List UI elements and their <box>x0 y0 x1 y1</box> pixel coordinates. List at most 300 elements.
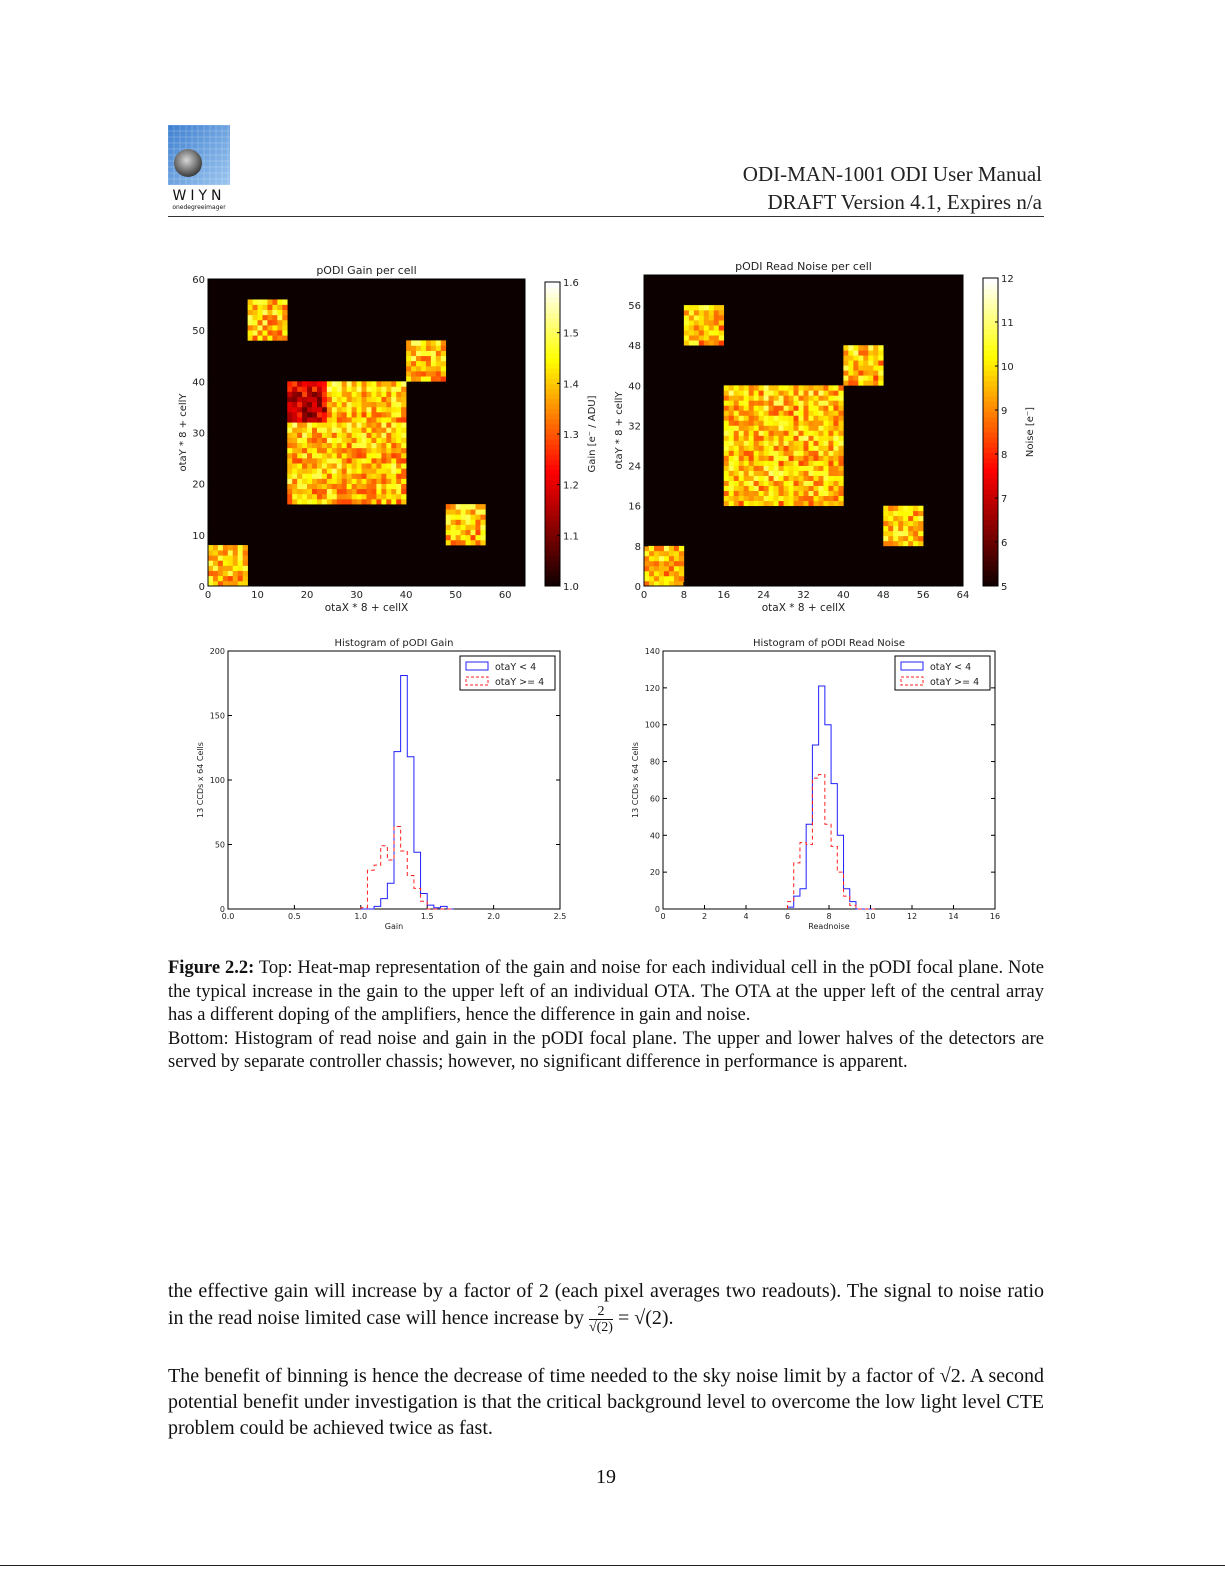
y-axis-label: otaY * 8 + cellY <box>178 393 189 472</box>
heatmap-cell <box>371 448 376 453</box>
heatmap-cell <box>337 438 342 443</box>
heatmap-cell <box>471 535 476 540</box>
heatmap-cell <box>779 420 784 425</box>
heatmap-cell <box>228 545 233 550</box>
colorbar-segment <box>545 551 560 557</box>
heatmap-cell <box>391 397 396 402</box>
heatmap-cell <box>724 486 729 491</box>
heatmap-cell <box>223 545 228 550</box>
heatmap-cell <box>287 453 292 458</box>
heatmap-cell <box>749 471 754 476</box>
heatmap-cell <box>664 551 669 556</box>
heatmap-cell <box>332 438 337 443</box>
heatmap-cell <box>843 355 848 360</box>
heatmap-cell <box>744 400 749 405</box>
x-tick-label: 64 <box>956 590 970 601</box>
x-tick-label: 24 <box>757 590 770 601</box>
ota-block <box>883 506 923 546</box>
heatmap-cell <box>327 422 332 427</box>
heatmap-cell <box>367 397 372 402</box>
heatmap-cell <box>799 501 804 506</box>
heatmap-cell <box>853 375 858 380</box>
heatmap-cell <box>381 417 386 422</box>
colorbar-segment <box>983 504 998 510</box>
heatmap-cell <box>352 412 357 417</box>
heatmap-cell <box>774 400 779 405</box>
heatmap-cell <box>332 381 337 386</box>
heatmap-cell <box>421 351 426 356</box>
heatmap-cell <box>352 479 357 484</box>
heatmap-cell <box>426 346 431 351</box>
heatmap-cell <box>233 566 238 571</box>
heatmap-cell <box>327 473 332 478</box>
heatmap-cell <box>292 468 297 473</box>
heatmap-cell <box>277 335 282 340</box>
heatmap-cell <box>818 471 823 476</box>
heatmap-cell <box>302 397 307 402</box>
x-tick-label: 50 <box>449 590 463 601</box>
heatmap-cell <box>396 468 401 473</box>
heatmap-cell <box>292 407 297 412</box>
heatmap-cell <box>719 325 724 330</box>
heatmap-cell <box>808 451 813 456</box>
heatmap-cell <box>774 431 779 436</box>
heatmap-cell <box>297 381 302 386</box>
colorbar-segment <box>983 463 998 469</box>
heatmap-cell <box>302 463 307 468</box>
heatmap-cell <box>739 451 744 456</box>
heatmap-cell <box>218 550 223 555</box>
heatmap-cell <box>233 571 238 576</box>
heatmap-cell <box>764 481 769 486</box>
heatmap-cell <box>362 484 367 489</box>
heatmap-cell <box>357 499 362 504</box>
heatmap-cell <box>714 315 719 320</box>
heatmap-cell <box>381 433 386 438</box>
colorbar-segment <box>983 478 998 484</box>
heatmap-cell <box>401 417 406 422</box>
heatmap-cell <box>873 355 878 360</box>
heatmap-cell <box>456 535 461 540</box>
heatmap-cell <box>644 571 649 576</box>
heatmap-cell <box>734 400 739 405</box>
heatmap-cell <box>749 466 754 471</box>
heatmap-cell <box>828 385 833 390</box>
y-axis-label: otaY * 8 + cellY <box>614 391 625 470</box>
heatmap-cell <box>332 494 337 499</box>
heatmap-cell <box>689 330 694 335</box>
heatmap-cell <box>441 366 446 371</box>
heatmap-cell <box>426 356 431 361</box>
heatmap-cell <box>804 385 809 390</box>
heatmap-cell <box>813 400 818 405</box>
colorbar-segment <box>983 473 998 479</box>
heatmap-cell <box>337 392 342 397</box>
heatmap-cell <box>342 407 347 412</box>
heatmap-cell <box>262 320 267 325</box>
heatmap-cell <box>208 571 213 576</box>
heatmap-cell <box>386 402 391 407</box>
heatmap-cell <box>674 571 679 576</box>
heatmap-cell <box>327 494 332 499</box>
heatmap-cell <box>833 466 838 471</box>
heatmap-cell <box>312 433 317 438</box>
heatmap-cell <box>858 375 863 380</box>
heatmap-cell <box>357 412 362 417</box>
heatmap-cell <box>248 335 253 340</box>
heatmap-cell <box>918 511 923 516</box>
heatmap-cell <box>754 466 759 471</box>
heatmap-cell <box>709 305 714 310</box>
heatmap-cell <box>744 471 749 476</box>
heatmap-cell <box>342 412 347 417</box>
heatmap-cell <box>724 385 729 390</box>
heatmap-cell <box>784 436 789 441</box>
heatmap-cell <box>759 471 764 476</box>
heatmap-cell <box>332 422 337 427</box>
heatmap-cell <box>471 540 476 545</box>
heatmap-cell <box>347 479 352 484</box>
heatmap-cell <box>347 402 352 407</box>
x-axis-label: Readnoise <box>808 922 850 931</box>
heatmap-cell <box>253 320 258 325</box>
heatmap-cell <box>480 525 485 530</box>
heatmap-cell <box>312 443 317 448</box>
heatmap-cell <box>357 386 362 391</box>
heatmap-cell <box>376 392 381 397</box>
heatmap-cell <box>362 407 367 412</box>
heatmap-cell <box>381 494 386 499</box>
heatmap-cell <box>258 310 263 315</box>
heatmap-cell <box>799 496 804 501</box>
heatmap-cell <box>853 350 858 355</box>
heatmap-cell <box>813 431 818 436</box>
heatmap-cell <box>287 402 292 407</box>
heatmap-cell <box>302 422 307 427</box>
heatmap-cell <box>436 371 441 376</box>
ota-block <box>287 422 327 463</box>
heatmap-cell <box>332 402 337 407</box>
heatmap-cell <box>774 456 779 461</box>
heatmap-cell <box>883 516 888 521</box>
heatmap-cell <box>769 481 774 486</box>
heatmap-cell <box>376 427 381 432</box>
heatmap-cell <box>804 456 809 461</box>
heatmap-cell <box>391 484 396 489</box>
heatmap-cell <box>749 481 754 486</box>
heatmap-cell <box>828 491 833 496</box>
heatmap-cell <box>367 458 372 463</box>
heatmap-cell <box>913 521 918 526</box>
heatmap-cell <box>878 375 883 380</box>
colorbar-segment <box>983 555 998 561</box>
heatmap-cell <box>287 484 292 489</box>
heatmap-cell <box>669 576 674 581</box>
heatmap-cell <box>828 420 833 425</box>
heatmap-cell <box>779 425 784 430</box>
heatmap-cell <box>784 456 789 461</box>
heatmap-cell <box>471 525 476 530</box>
heatmap-cell <box>401 397 406 402</box>
heatmap-cell <box>208 566 213 571</box>
heatmap-cell <box>267 315 272 320</box>
heatmap-cell <box>749 415 754 420</box>
heatmap-cell <box>769 420 774 425</box>
heatmap-cell <box>724 476 729 481</box>
heatmap-cell <box>804 400 809 405</box>
heatmap-cell <box>213 581 218 586</box>
heatmap-cell <box>352 402 357 407</box>
heatmap-cell <box>898 536 903 541</box>
x-tick-label: 14 <box>948 912 959 921</box>
heatmap-cell <box>739 446 744 451</box>
heatmap-cell <box>401 392 406 397</box>
heatmap-cell <box>699 320 704 325</box>
heatmap-cell <box>873 375 878 380</box>
heatmap-cell <box>436 351 441 356</box>
colorbar-tick-label: 8 <box>1001 450 1008 461</box>
colorbar-segment <box>983 396 998 402</box>
heatmap-cell <box>371 427 376 432</box>
heatmap-cell <box>838 476 843 481</box>
heatmap-cell <box>764 385 769 390</box>
y-tick-label: 140 <box>644 647 660 656</box>
heatmap-cell <box>342 397 347 402</box>
heatmap-cell <box>436 340 441 345</box>
heatmap-cell <box>248 299 253 304</box>
heatmap-cell <box>371 443 376 448</box>
colorbar-label: Gain [e⁻ / ADU] <box>587 395 598 473</box>
heatmap-cell <box>347 453 352 458</box>
heatmap-cell <box>381 386 386 391</box>
heatmap-cell <box>352 448 357 453</box>
heatmap-cell <box>243 581 248 586</box>
heatmap-cell <box>327 412 332 417</box>
colorbar-segment <box>983 422 998 428</box>
heatmap-cell <box>759 441 764 446</box>
heatmap-cell <box>332 489 337 494</box>
x-tick-label: 0 <box>204 590 212 601</box>
heatmap-cell <box>739 501 744 506</box>
heatmap-cell <box>262 310 267 315</box>
heatmap-cell <box>744 390 749 395</box>
heatmap-cell <box>744 451 749 456</box>
heatmap-cell <box>729 486 734 491</box>
heatmap-cell <box>391 453 396 458</box>
heatmap-cell <box>213 566 218 571</box>
heatmap-cell <box>391 422 396 427</box>
heatmap-cell <box>784 410 789 415</box>
heatmap-cell <box>317 412 322 417</box>
heatmap-cell <box>357 484 362 489</box>
heatmap-cell <box>406 351 411 356</box>
heatmap-cell <box>679 561 684 566</box>
heatmap-cell <box>838 486 843 491</box>
heatmap-cell <box>396 479 401 484</box>
heatmap-cell <box>461 514 466 519</box>
heatmap-cell <box>342 417 347 422</box>
heatmap-cell <box>352 381 357 386</box>
heatmap-cell <box>818 390 823 395</box>
y-tick-label: 150 <box>209 711 225 721</box>
heatmap-cell <box>903 526 908 531</box>
heatmap-cell <box>436 356 441 361</box>
heatmap-cell <box>253 335 258 340</box>
heatmap-cell <box>307 453 312 458</box>
heatmap-cell <box>784 496 789 501</box>
heatmap-cell <box>277 299 282 304</box>
heatmap-cell <box>818 491 823 496</box>
heatmap-cell <box>739 436 744 441</box>
colorbar-segment <box>983 483 998 489</box>
heatmap-cell <box>918 521 923 526</box>
x-tick-label: 0.0 <box>221 912 235 921</box>
heatmap-cell <box>317 468 322 473</box>
heatmap-cell <box>367 438 372 443</box>
heatmap-cell <box>699 340 704 345</box>
heatmap-cell <box>391 407 396 412</box>
heatmap-cell <box>421 340 426 345</box>
heatmap-cell <box>794 415 799 420</box>
heatmap-cell <box>401 458 406 463</box>
heatmap-cell <box>307 489 312 494</box>
heatmap-cell <box>376 448 381 453</box>
heatmap-cell <box>292 473 297 478</box>
heatmap-cell <box>744 425 749 430</box>
heatmap-cell <box>322 494 327 499</box>
colorbar-segment <box>983 499 998 505</box>
heatmap-cell <box>654 561 659 566</box>
heatmap-cell <box>357 453 362 458</box>
heatmap-cell <box>799 431 804 436</box>
heatmap-cell <box>749 431 754 436</box>
heatmap-cell <box>248 315 253 320</box>
ota-block <box>367 422 407 463</box>
x-tick-label: 16 <box>989 912 1001 921</box>
heatmap-cell <box>774 486 779 491</box>
heatmap-cell <box>332 433 337 438</box>
ota-block <box>843 345 883 385</box>
colorbar-segment <box>545 444 560 450</box>
y-axis-label: 13 CCDs x 64 Cells <box>196 742 205 818</box>
heatmap-cell <box>381 458 386 463</box>
heatmap-cell <box>386 386 391 391</box>
heatmap-cell <box>426 366 431 371</box>
heatmap-cell <box>262 330 267 335</box>
heatmap-cell <box>272 320 277 325</box>
heatmap-cell <box>729 431 734 436</box>
ota-block <box>367 381 407 422</box>
heatmap-cell <box>228 560 233 565</box>
heatmap-cell <box>292 412 297 417</box>
heatmap-cell <box>729 405 734 410</box>
heatmap-cell <box>307 412 312 417</box>
heatmap-cell <box>749 400 754 405</box>
heatmap-cell <box>774 491 779 496</box>
heatmap-cell <box>297 433 302 438</box>
heatmap-cell <box>466 530 471 535</box>
heatmap-cell <box>466 535 471 540</box>
colorbar-segment <box>545 576 560 582</box>
heatmap-cell <box>347 484 352 489</box>
heatmap-cell <box>883 541 888 546</box>
heatmap-cell <box>704 330 709 335</box>
ota-block <box>804 385 844 425</box>
heatmap-cell <box>749 395 754 400</box>
heatmap-cell <box>238 555 243 560</box>
heatmap-cell <box>689 340 694 345</box>
heatmap-cell <box>362 479 367 484</box>
heatmap-cell <box>436 376 441 381</box>
heatmap-cell <box>794 491 799 496</box>
heatmap-cell <box>828 461 833 466</box>
heatmap-cell <box>754 410 759 415</box>
heatmap-cell <box>729 476 734 481</box>
heatmap-cell <box>312 417 317 422</box>
heatmap-cell <box>828 471 833 476</box>
heatmap-cell <box>362 448 367 453</box>
colorbar-segment <box>545 495 560 501</box>
heatmap-cell <box>813 481 818 486</box>
heatmap-cell <box>322 468 327 473</box>
x-axis-label: otaX * 8 + cellX <box>761 602 846 614</box>
heatmap-cell <box>347 499 352 504</box>
header-rule <box>168 216 1044 217</box>
heatmap-cell <box>838 441 843 446</box>
heatmap-cell <box>411 346 416 351</box>
heatmap-cell <box>391 417 396 422</box>
heatmap-cell <box>813 415 818 420</box>
heatmap-cell <box>396 433 401 438</box>
heatmap-cell <box>461 504 466 509</box>
heatmap-cell <box>406 340 411 345</box>
y-tick-label: 40 <box>649 831 660 841</box>
heatmap-cell <box>357 494 362 499</box>
heatmap-cell <box>362 402 367 407</box>
heatmap-cell <box>878 350 883 355</box>
heatmap-cell <box>475 535 480 540</box>
heatmap-cell <box>833 481 838 486</box>
heatmap-cell <box>367 494 372 499</box>
colorbar-segment <box>545 307 560 313</box>
heatmap-cell <box>804 476 809 481</box>
heatmap-cell <box>228 566 233 571</box>
figure-svg <box>168 255 1048 945</box>
heatmap-cell <box>863 365 868 370</box>
heatmap-cell <box>789 451 794 456</box>
heatmap-cell <box>684 320 689 325</box>
heatmap-cell <box>769 441 774 446</box>
heatmap-cell <box>233 576 238 581</box>
heatmap-cell <box>362 468 367 473</box>
heatmap-cell <box>794 451 799 456</box>
heatmap-cell <box>729 385 734 390</box>
x-tick-label: 40 <box>399 590 413 601</box>
colorbar-segment <box>545 485 560 491</box>
heatmap-cell <box>396 494 401 499</box>
heatmap-cell <box>729 415 734 420</box>
heatmap-cell <box>327 407 332 412</box>
heatmap-cell <box>764 431 769 436</box>
heatmap-cell <box>888 511 893 516</box>
colorbar-segment <box>545 454 560 460</box>
heatmap-cell <box>734 461 739 466</box>
heatmap-cell <box>813 451 818 456</box>
heatmap-cell <box>739 456 744 461</box>
heatmap-cell <box>808 456 813 461</box>
heatmap-cell <box>848 365 853 370</box>
heatmap-cell <box>302 499 307 504</box>
